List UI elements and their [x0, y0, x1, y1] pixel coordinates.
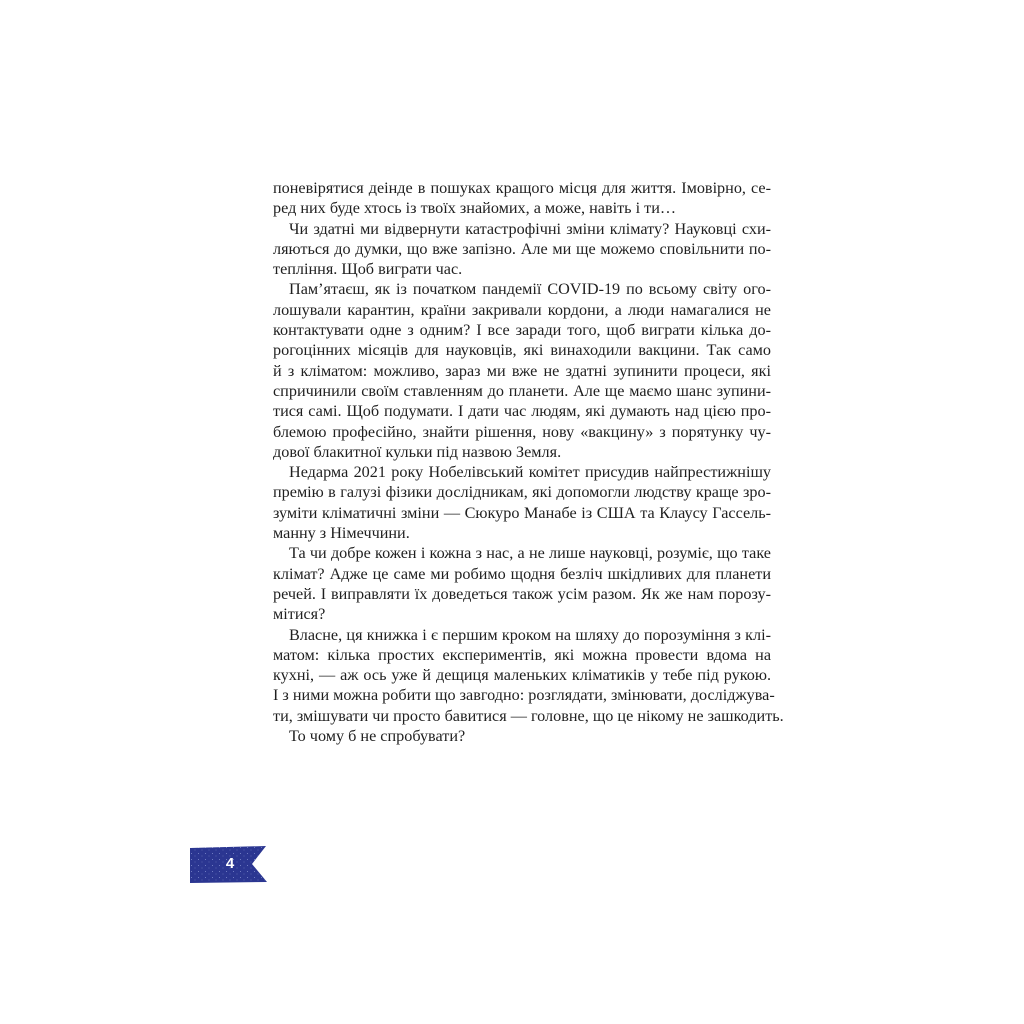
text-line: премію в галузі фізики дослідникам, які допомогли людству краще зро- — [273, 483, 771, 502]
text-line: кухні, — аж ось уже й дещиця маленьких кліматиків у тебе під рукою. — [273, 666, 771, 685]
text-line: Пам’ятаєш, як із початком пандемії COVID-19 по всьому світу ого- — [289, 280, 771, 299]
text-line: контактувати одне з одним? І все заради того, щоб виграти кілька до- — [273, 321, 771, 340]
text-line: речей. І виправляти їх доведеться також усім разом. Як же нам порозу- — [273, 584, 771, 603]
text-line: поневірятися деінде в пошуках кращого місця для життя. Імовірно, се- — [273, 179, 771, 197]
body-text — [273, 178, 784, 746]
text-line: Та чи добре кожен і кожна з нас, а не лише науковці, розуміє, що таке — [289, 544, 771, 563]
text-line: рогоцінних місяців для науковців, які винаходили вакцини. Так само — [273, 341, 771, 360]
text-line: дової блакитної кульки під назвою Земля. — [273, 442, 562, 461]
text-line: манну з Німеччини. — [273, 524, 410, 543]
text-line: Чи здатні ми відвернути катастрофічні зміни клімату? Науковці схи- — [289, 219, 771, 238]
text-line: спричинили своїм ставленням до планети. Але ще маємо шанс зупини- — [273, 381, 771, 400]
text-line: Власне, ця книжка і є першим кроком на шляху до порозуміння з клі- — [289, 625, 771, 644]
text-line: лошували карантин, країни закривали кордони, а люди намагалися не — [273, 300, 771, 319]
text-line: зуміти кліматичні зміни — Сюкуро Манабе із США та Клаусу Гассель- — [273, 503, 771, 522]
text-line: Недарма 2021 року Нобелівський комітет присудив найпрестижнішу — [289, 463, 771, 482]
text-line: тися самі. Щоб подумати. І дати час людям, які думають над цією про- — [273, 402, 771, 421]
text-line: матом: кілька простих експериментів, які можна провести вдома на — [273, 645, 771, 664]
text-line: ред них буде хтось із твоїх знайомих, а може, навіть і ти… — [273, 199, 677, 218]
text-line: тепління. Щоб виграти час. — [273, 260, 463, 279]
page-number-tab — [190, 846, 268, 884]
text-line: ляються до думки, що вже запізно. Але ми ще можемо сповільнити по- — [273, 239, 771, 258]
text-line: блемою професійно, знайти рішення, нову «вакцину» з порятунку чу- — [273, 422, 771, 441]
text-line: І з ними можна робити що завгодно: розглядати, змінювати, досліджува- — [273, 686, 775, 705]
text-line: мітися? — [273, 605, 326, 624]
page-number: 4 — [225, 855, 235, 872]
text-line: клімат? Адже це саме ми робимо щодня безліч шкідливих для планети — [273, 564, 771, 583]
text-line: й з кліматом: можливо, зараз ми вже не здатні зупинити процеси, які — [273, 361, 771, 380]
text-line: То чому б не спробувати? — [289, 727, 466, 746]
text-line: ти, змішувати чи просто бавитися — головне, що це нікому не зашкодить. — [273, 706, 784, 725]
